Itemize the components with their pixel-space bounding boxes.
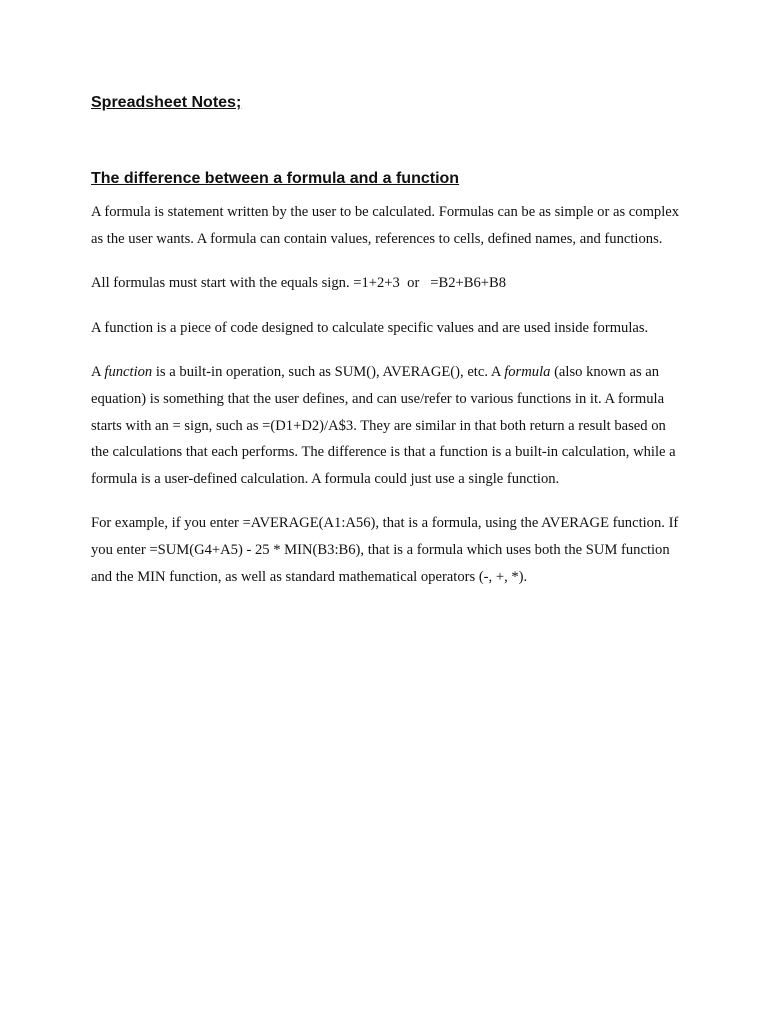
paragraph-example: For example, if you enter =AVERAGE(A1:A56), that is a formula, using the AVERAGE function. If you enter =SUM(G4+A5) - 25 * MIN(B3:B6), that is a formula which uses both the SUM function and the MIN function, as well as standard mathematical operators (-, +, *). (91, 515, 679, 585)
equals-sign-text: All formulas must start with the equals sign. =1+2+3 (91, 275, 400, 292)
p4-part2: is a built-in operation, such as SUM(), AVERAGE(), etc. A (152, 364, 505, 381)
formula-example: =B2+B6+B8 (430, 275, 507, 292)
function-term: function (104, 364, 153, 381)
document-body (91, 92, 681, 590)
document-title: Spreadsheet Notes; (91, 94, 242, 111)
paragraph-equals-sign (91, 270, 681, 297)
p4-part1: A (91, 364, 105, 381)
section-heading: The difference between a formula and a function (91, 170, 460, 187)
or-text: or (407, 275, 420, 292)
paragraph-function-definition: A function is a piece of code designed to calculate specific values and are used inside formulas. (91, 319, 649, 336)
p4-part3: (also known as an equation) is something that the user defines, and can use/refer to various functions in it. A formula starts with an = sign, such as =(D1+D2)/A$3. They are similar in that both return a result based on the calculations that each performs. The difference is that a function is a built-in calculation, while a formula is a user-defined calculation. A formula could just use a single function. (91, 364, 676, 487)
paragraph-function-vs-formula (91, 359, 681, 492)
paragraph-formula-definition: A formula is statement written by the user to be calculated. Formulas can be as simple or as complex as the user wants. A formula can contain values, references to cells, defined names, and functions. (91, 204, 680, 247)
formula-term: formula (504, 364, 551, 381)
